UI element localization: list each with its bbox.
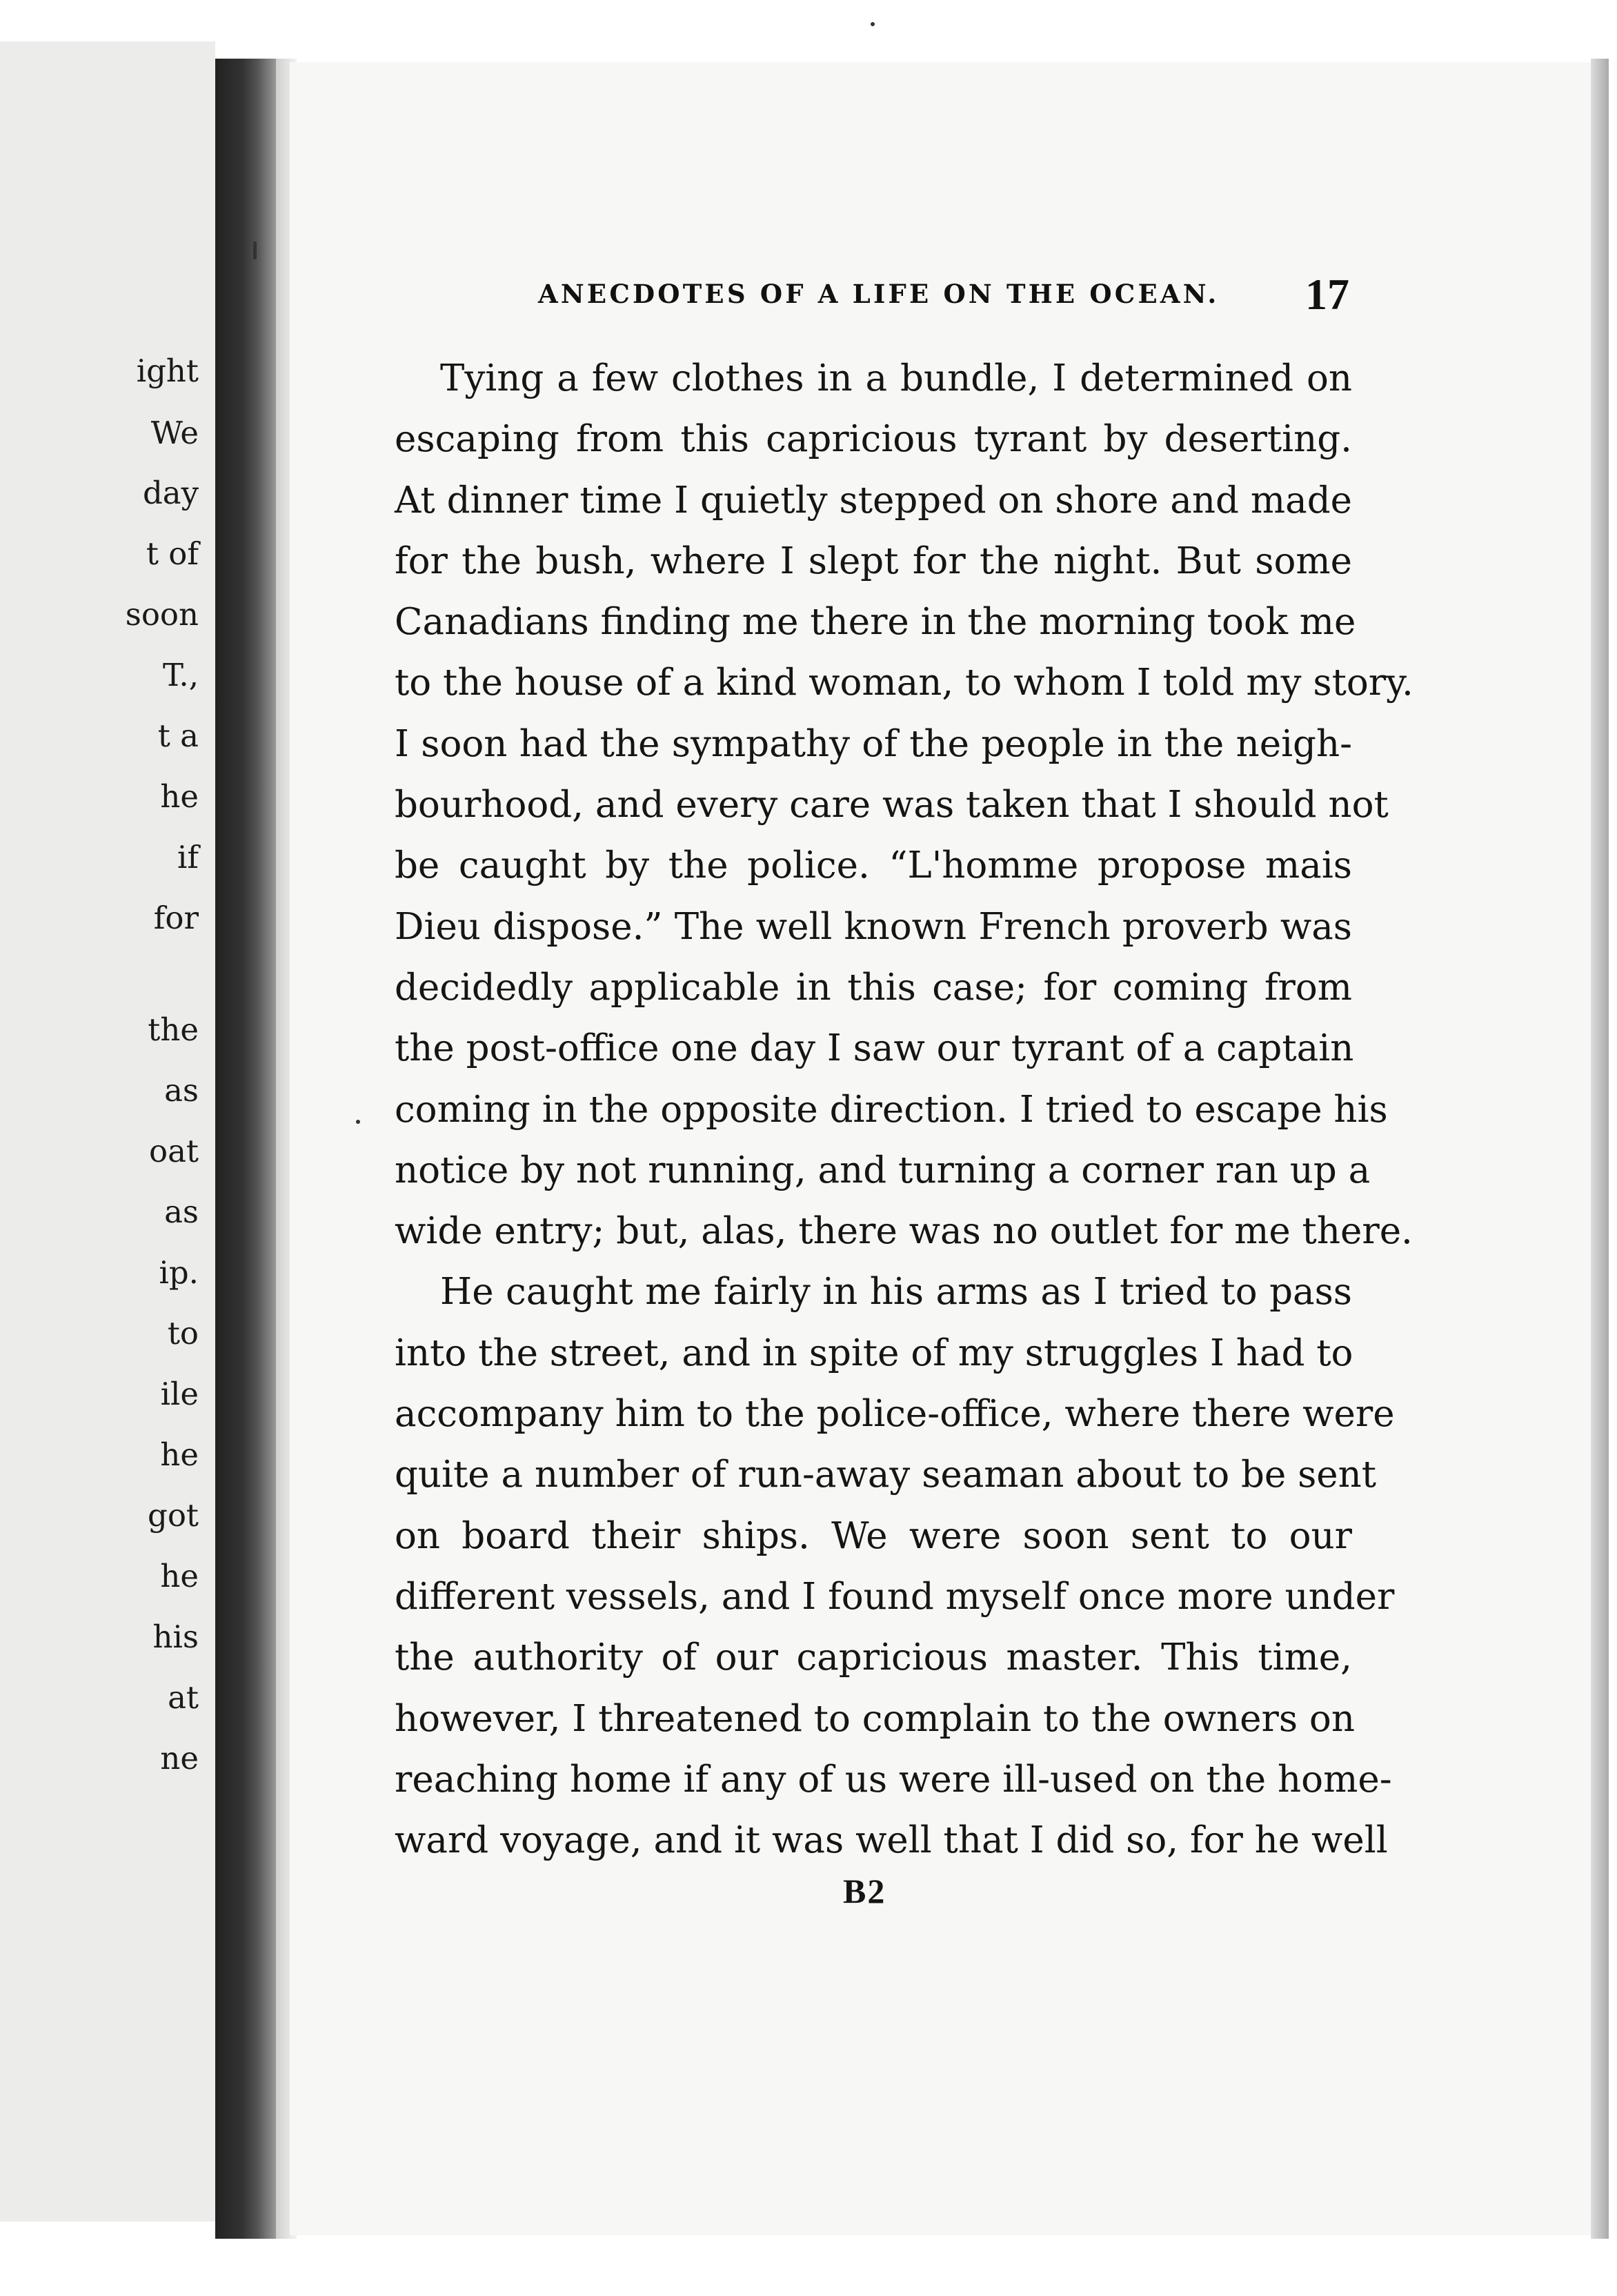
text-line: to the house of a kind woman, to whom I told my story. bbox=[395, 662, 1413, 704]
left-line-fragment: he bbox=[160, 778, 199, 815]
left-line-fragment: t a bbox=[157, 718, 199, 754]
left-line-fragment: as bbox=[164, 1072, 199, 1109]
text-line: on board their ships. We were soon sent to our bbox=[395, 1514, 1352, 1557]
left-line-fragment: for bbox=[153, 900, 199, 936]
page-number: 17 bbox=[1305, 270, 1349, 319]
text-line: accompany him to the police-office, where there were bbox=[395, 1393, 1395, 1436]
text-line: ward voyage, and it was well that I did so, for he well bbox=[395, 1819, 1388, 1862]
previous-page-fragment bbox=[0, 41, 215, 2221]
left-line-fragment: T., bbox=[162, 657, 199, 693]
text-line: the post-office one day I saw our tyrant of a captain bbox=[395, 1027, 1354, 1070]
left-line-fragment: to bbox=[167, 1315, 199, 1352]
left-line-fragment: t of bbox=[146, 535, 199, 572]
body-text bbox=[395, 348, 1413, 1871]
text-line: wide entry; but, alas, there was no outlet for me there. bbox=[395, 1210, 1413, 1253]
left-line-fragment: he bbox=[160, 1558, 199, 1594]
page-edge bbox=[1591, 59, 1609, 2239]
left-line-fragment: soon bbox=[125, 596, 199, 633]
text-line: bourhood, and every care was taken that I should not bbox=[395, 784, 1389, 827]
text-line: quite a number of run-away seaman about to be sent bbox=[395, 1454, 1377, 1496]
text-line: be caught by the police. “L'homme propose mais bbox=[395, 844, 1352, 887]
text-line: escaping from this capricious tyrant by deserting. bbox=[395, 418, 1352, 461]
book-gutter bbox=[215, 59, 276, 2239]
text-line: He caught me fairly in his arms as I tried to pass bbox=[440, 1271, 1352, 1314]
left-line-fragment: he bbox=[160, 1436, 199, 1473]
dust-speck bbox=[871, 22, 875, 26]
left-line-fragment: if bbox=[177, 839, 199, 875]
text-line: Canadians finding me there in the morning took me bbox=[395, 601, 1356, 644]
left-line-fragment: at bbox=[168, 1679, 199, 1716]
left-line-fragment: ight bbox=[136, 353, 199, 389]
text-line: Dieu dispose.” The well known French proverb was bbox=[395, 905, 1352, 948]
text-line: for the bush, where I slept for the night. But some bbox=[395, 540, 1352, 582]
text-line: coming in the opposite direction. I tried to escape his bbox=[395, 1088, 1388, 1131]
text-line: I soon had the sympathy of the people in the neigh- bbox=[395, 722, 1352, 765]
left-line-fragment: ile bbox=[160, 1376, 199, 1412]
text-line: decidedly applicable in this case; for coming from bbox=[395, 966, 1352, 1009]
text-line: into the street, and in spite of my struggles I had to bbox=[395, 1332, 1353, 1374]
text-line: reaching home if any of us were ill-used on the home- bbox=[395, 1758, 1392, 1801]
running-title: ANECDOTES OF A LIFE ON THE OCEAN. bbox=[538, 279, 1220, 309]
text-line: different vessels, and I found myself once more under bbox=[395, 1575, 1395, 1618]
left-line-fragment: We bbox=[150, 415, 199, 451]
text-line: however, I threatened to complain to the owners on bbox=[395, 1697, 1355, 1740]
left-line-fragment: the bbox=[148, 1011, 199, 1048]
text-line: the authority of our capricious master. This time, bbox=[395, 1636, 1352, 1679]
left-line-fragment: his bbox=[152, 1619, 199, 1655]
text-line: At dinner time I quietly stepped on shore and made bbox=[395, 479, 1352, 522]
left-line-fragment: got bbox=[148, 1497, 199, 1534]
dust-speck bbox=[253, 241, 257, 259]
left-line-fragment: as bbox=[164, 1194, 199, 1230]
text-line: Tying a few clothes in a bundle, I determined on bbox=[440, 357, 1352, 399]
left-line-fragment: oat bbox=[148, 1133, 199, 1169]
dust-speck bbox=[356, 1120, 360, 1124]
text-line: notice by not running, and turning a corner ran up a bbox=[395, 1149, 1371, 1191]
left-line-fragment: ne bbox=[160, 1740, 199, 1777]
left-line-fragment: day bbox=[142, 475, 199, 511]
left-line-fragment: ip. bbox=[159, 1254, 199, 1291]
signature-mark: B2 bbox=[843, 1872, 886, 1910]
running-head bbox=[538, 269, 1349, 317]
